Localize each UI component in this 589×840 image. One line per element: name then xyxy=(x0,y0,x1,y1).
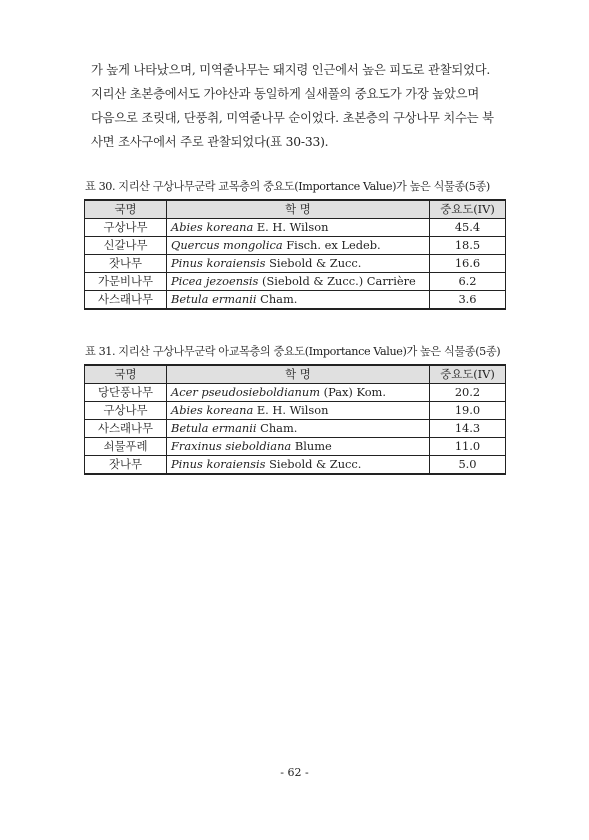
species-author: Cham. xyxy=(260,421,298,435)
page-number: - 62 - xyxy=(280,766,309,779)
column-header-scientific-name: 학 명 xyxy=(167,200,430,219)
scientific-name-cell xyxy=(167,402,430,420)
species-name: Quercus mongolica xyxy=(171,238,283,252)
scientific-name-cell xyxy=(167,438,430,456)
korean-name-cell: 사스래나무 xyxy=(85,291,167,310)
table-row xyxy=(85,255,506,273)
korean-name-cell: 신갈나무 xyxy=(85,237,167,255)
table-30-caption: 표 30. 지리산 구상나무군락 교목층의 중요도(Importance Value)가 높은 식물종(5종) xyxy=(85,180,490,193)
species-author: Fisch. ex Ledeb. xyxy=(286,238,381,252)
scientific-name-cell xyxy=(167,291,430,310)
column-header-korean-name: 국명 xyxy=(85,200,167,219)
table-30 xyxy=(84,199,506,310)
importance-value-cell: 11.0 xyxy=(430,438,506,456)
column-header-importance-value: 중요도(IV) xyxy=(430,365,506,384)
importance-value-cell: 14.3 xyxy=(430,420,506,438)
species-author: E. H. Wilson xyxy=(256,220,329,234)
korean-name-cell: 당단풍나무 xyxy=(85,384,167,402)
scientific-name-cell xyxy=(167,255,430,273)
scientific-name-cell xyxy=(167,237,430,255)
species-name: Pinus koraiensis xyxy=(171,256,266,270)
column-header-scientific-name: 학 명 xyxy=(167,365,430,384)
species-name: Abies koreana xyxy=(171,220,254,234)
table-31-caption: 표 31. 지리산 구상나무군락 아교목층의 중요도(Importance Value)가 높은 식물종(5종) xyxy=(85,345,501,358)
species-author: Siebold & Zucc. xyxy=(269,457,362,471)
column-header-importance-value: 중요도(IV) xyxy=(430,200,506,219)
korean-name-cell: 잣나무 xyxy=(85,255,167,273)
importance-value-cell: 45.4 xyxy=(430,219,506,237)
table-row xyxy=(85,291,506,310)
importance-value-cell: 3.6 xyxy=(430,291,506,310)
paragraph-line: 다음으로 조릿대, 단풍취, 미역줄나무 순이었다. 초본층의 구상나무 치수는 북 xyxy=(91,111,494,125)
scientific-name-cell xyxy=(167,219,430,237)
table-row xyxy=(85,384,506,402)
table-row xyxy=(85,420,506,438)
importance-value-cell: 20.2 xyxy=(430,384,506,402)
importance-value-cell: 5.0 xyxy=(430,456,506,475)
table-header-row xyxy=(85,200,506,219)
table-row xyxy=(85,273,506,291)
species-author: (Siebold & Zucc.) Carrière xyxy=(262,274,416,288)
species-name: Betula ermanii xyxy=(171,421,257,435)
importance-value-cell: 18.5 xyxy=(430,237,506,255)
species-name: Acer pseudosieboldianum xyxy=(171,385,320,399)
korean-name-cell: 잣나무 xyxy=(85,456,167,475)
species-author: (Pax) Kom. xyxy=(323,385,386,399)
importance-value-cell: 6.2 xyxy=(430,273,506,291)
species-name: Picea jezoensis xyxy=(171,274,259,288)
scientific-name-cell xyxy=(167,384,430,402)
importance-value-cell: 19.0 xyxy=(430,402,506,420)
scientific-name-cell xyxy=(167,456,430,475)
scientific-name-cell xyxy=(167,420,430,438)
korean-name-cell: 구상나무 xyxy=(85,402,167,420)
table-31 xyxy=(84,364,506,475)
species-author: Blume xyxy=(294,439,332,453)
table-row xyxy=(85,219,506,237)
body-paragraph xyxy=(91,58,509,154)
table-row xyxy=(85,402,506,420)
table-header-row xyxy=(85,365,506,384)
species-author: Siebold & Zucc. xyxy=(269,256,362,270)
paragraph-line: 가 높게 나타났으며, 미역줄나무는 돼지령 인근에서 높은 피도로 관찰되었다. xyxy=(91,63,491,77)
column-header-korean-name: 국명 xyxy=(85,365,167,384)
korean-name-cell: 구상나무 xyxy=(85,219,167,237)
species-name: Abies koreana xyxy=(171,403,254,417)
paragraph-line: 지리산 초본층에서도 가야산과 동일하게 실새풀의 중요도가 가장 높았으며 xyxy=(91,87,480,101)
table-row xyxy=(85,456,506,475)
paragraph-line: 사면 조사구에서 주로 관찰되었다(표 30-33). xyxy=(91,135,329,149)
species-author: E. H. Wilson xyxy=(256,403,329,417)
table-row xyxy=(85,237,506,255)
table-row xyxy=(85,438,506,456)
species-name: Pinus koraiensis xyxy=(171,457,266,471)
species-author: Cham. xyxy=(260,292,298,306)
species-name: Betula ermanii xyxy=(171,292,257,306)
korean-name-cell: 사스래나무 xyxy=(85,420,167,438)
importance-value-cell: 16.6 xyxy=(430,255,506,273)
korean-name-cell: 가문비나무 xyxy=(85,273,167,291)
scientific-name-cell xyxy=(167,273,430,291)
species-name: Fraxinus sieboldiana xyxy=(171,439,292,453)
korean-name-cell: 쇠물푸레 xyxy=(85,438,167,456)
